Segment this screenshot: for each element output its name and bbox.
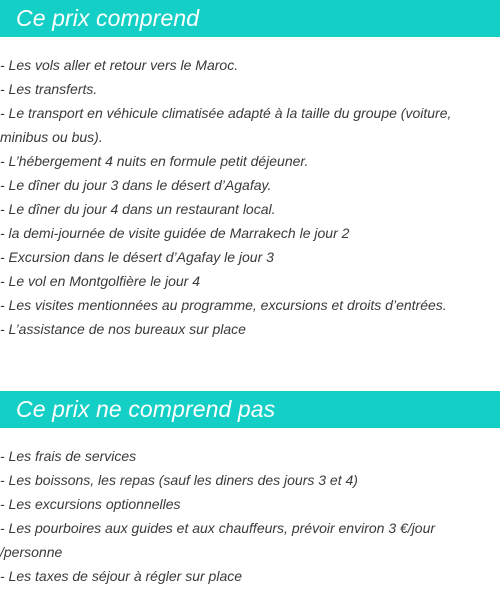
list-item: - Les frais de services (0, 448, 137, 464)
list-item: - L’hébergement 4 nuits en formule petit déjeuner. (0, 153, 309, 169)
included-section-title: Ce prix comprend (16, 5, 200, 31)
list-item: - la demi-journée de visite guidée de Marrakech le jour 2 (0, 225, 350, 241)
excluded-section-header (0, 391, 500, 428)
list-item: - Les pourboires aux guides et aux chauffeurs, prévoir environ 3 €/jour /personne (0, 520, 436, 560)
list-item: - Les excursions optionnelles (0, 496, 181, 512)
list-item: - Le transport en véhicule climatisée adapté à la taille du groupe (voiture, minibus ou bus). (0, 105, 452, 145)
list-item: - Le dîner du jour 3 dans le désert d’Agafay. (0, 177, 272, 193)
list-item: - Les transferts. (0, 81, 98, 97)
list-item: - Le vol en Montgolfière le jour 4 (0, 273, 200, 289)
list-item: - Le dîner du jour 4 dans un restaurant local. (0, 201, 276, 217)
list-item: - Les boissons, les repas (sauf les diners des jours 3 et 4) (0, 472, 358, 488)
list-item: - Les vols aller et retour vers le Maroc. (0, 57, 239, 73)
included-items-list (0, 53, 500, 341)
list-item: - Excursion dans le désert d’Agafay le jour 3 (0, 249, 274, 265)
excluded-items-list (0, 444, 500, 588)
included-section-header (0, 0, 500, 37)
excluded-section-title: Ce prix ne comprend pas (16, 396, 276, 422)
list-item: - Les visites mentionnées au programme, excursions et droits d’entrées. (0, 297, 447, 313)
list-item: - Les taxes de séjour à régler sur place (0, 568, 243, 584)
list-item: - L’assistance de nos bureaux sur place (0, 321, 246, 337)
